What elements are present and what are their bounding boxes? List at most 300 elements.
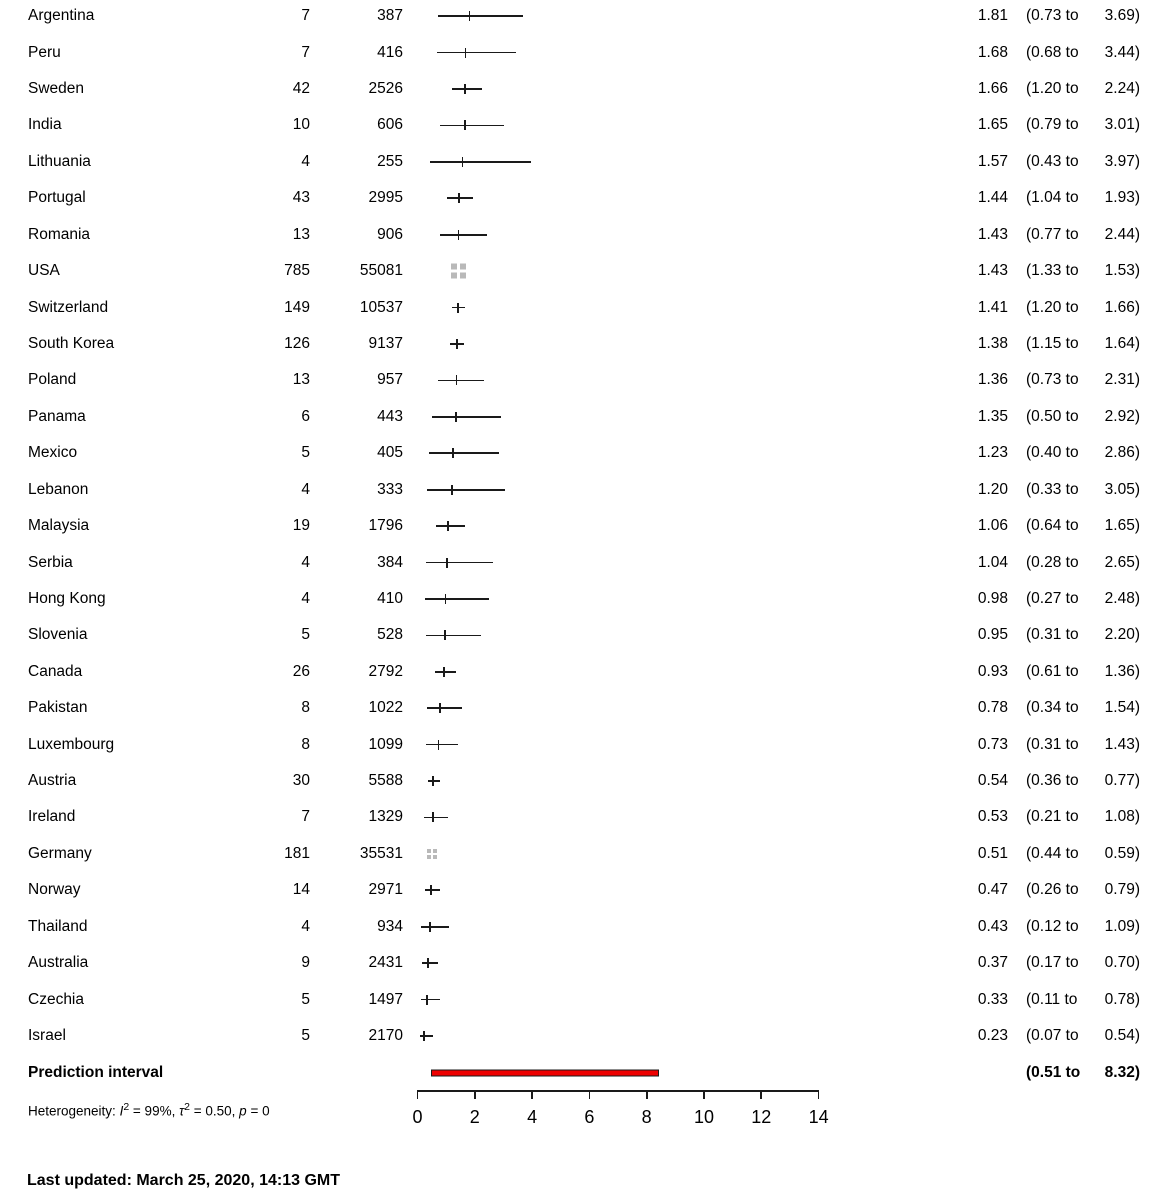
estimate-value: 1.43 <box>977 262 1008 280</box>
ci-line <box>435 671 456 673</box>
ci-line <box>421 999 440 1001</box>
estimate-value: 1.44 <box>977 189 1008 207</box>
ci-line <box>452 88 482 90</box>
ci-text <box>1026 153 1140 171</box>
patients-value: 35531 <box>359 844 403 862</box>
patients-value: 1329 <box>368 808 403 826</box>
ci-upper: 0.54) <box>1104 1027 1140 1045</box>
estimate-value: 0.23 <box>977 1027 1008 1045</box>
forest-row <box>0 107 1173 143</box>
ci-upper: 3.69) <box>1104 7 1140 25</box>
country-label: Austria <box>28 772 77 790</box>
country-label: Lebanon <box>28 480 89 498</box>
country-label: Hong Kong <box>28 589 106 607</box>
x-axis-tick <box>818 1090 820 1099</box>
ci-text <box>1026 226 1140 244</box>
ci-lower: (0.33 to <box>1026 480 1079 498</box>
studies-value: 181 <box>284 844 310 862</box>
ci-lower: (0.64 to <box>1026 517 1079 535</box>
forest-row <box>0 471 1173 507</box>
ci-lower: (1.33 to <box>1026 262 1079 280</box>
patients-value: 5588 <box>368 772 403 790</box>
estimate-value: 0.54 <box>977 772 1008 790</box>
i-squared-symbol: I <box>119 1103 124 1119</box>
ci-lower: (0.73 to <box>1026 371 1079 389</box>
ci-lower: (0.27 to <box>1026 589 1079 607</box>
ci-lower: (0.44 to <box>1026 844 1079 862</box>
ci-line <box>424 817 449 819</box>
ci-lower: (1.04 to <box>1026 189 1079 207</box>
ci-upper: 1.09) <box>1104 917 1140 935</box>
ci-text <box>1026 808 1140 826</box>
estimate-value: 1.38 <box>977 335 1008 352</box>
ci-upper: 3.05) <box>1104 480 1140 498</box>
estimate-value: 1.81 <box>977 7 1008 25</box>
forest-row <box>0 399 1173 435</box>
estimate-value: 1.57 <box>977 152 1008 170</box>
patients-value: 2792 <box>368 662 403 680</box>
country-label: Canada <box>28 662 83 680</box>
studies-value: 6 <box>301 407 310 425</box>
weight-square-icon <box>427 849 437 859</box>
ci-lower: (0.79 to <box>1026 116 1079 134</box>
prediction-interval-plot <box>0 1055 1173 1091</box>
country-label: Lithuania <box>28 152 91 170</box>
estimate-value: 1.04 <box>977 553 1008 571</box>
ci-text <box>1026 335 1140 353</box>
ci-lower: (0.11 to <box>1026 990 1078 1008</box>
x-axis-tick-label: 10 <box>693 1107 715 1127</box>
country-label: Portugal <box>28 189 86 207</box>
patients-value: 957 <box>377 371 403 389</box>
ci-upper: 1.93) <box>1104 189 1140 207</box>
x-axis-tick-label: 4 <box>527 1107 538 1127</box>
patients-value: 606 <box>377 116 403 134</box>
point-estimate-tick <box>457 303 459 313</box>
point-estimate-tick <box>445 594 447 604</box>
estimate-value: 1.20 <box>977 480 1008 498</box>
estimate-value: 0.95 <box>977 626 1008 644</box>
estimate-value: 1.36 <box>977 371 1008 389</box>
studies-value: 4 <box>301 917 310 935</box>
forest-row <box>0 909 1173 945</box>
estimate-value: 0.43 <box>977 917 1008 935</box>
x-axis-tick <box>703 1090 705 1099</box>
studies-value: 7 <box>301 7 310 25</box>
x-axis-tick-label: 12 <box>751 1107 772 1127</box>
forest-row <box>0 217 1173 253</box>
studies-value: 14 <box>292 881 310 899</box>
country-label: Sweden <box>28 80 85 98</box>
country-label: Germany <box>28 844 92 862</box>
ci-lower: (1.15 to <box>1026 335 1079 352</box>
ci-line <box>425 598 488 600</box>
studies-value: 19 <box>292 517 310 535</box>
country-label: Romania <box>28 225 91 243</box>
ci-text <box>1026 116 1140 134</box>
ci-text <box>1026 80 1140 98</box>
forest-row <box>0 71 1173 107</box>
country-label: Argentina <box>28 7 95 25</box>
ci-line <box>429 452 499 454</box>
ci-lower: (1.20 to <box>1026 298 1079 316</box>
ci-upper: 1.66) <box>1104 298 1140 316</box>
point-estimate-tick <box>456 375 458 385</box>
country-label: Israel <box>28 1027 66 1045</box>
studies-value: 4 <box>301 480 310 498</box>
ci-line <box>426 744 458 746</box>
heterogeneity-note <box>28 1101 270 1119</box>
patients-value: 528 <box>377 626 403 644</box>
point-estimate-tick <box>444 630 446 640</box>
patients-value: 2431 <box>368 954 403 972</box>
studies-value: 8 <box>301 735 310 753</box>
point-estimate-tick <box>456 339 458 349</box>
patients-value: 1099 <box>368 735 403 753</box>
ci-upper: 2.48) <box>1104 589 1140 607</box>
ci-line <box>432 416 501 418</box>
patients-value: 2170 <box>368 1027 403 1045</box>
ci-line <box>437 52 516 54</box>
ci-lower: (0.77 to <box>1026 225 1079 243</box>
ci-text <box>1026 189 1140 207</box>
studies-value: 10 <box>292 116 310 134</box>
country-label: Ireland <box>28 808 76 826</box>
patients-value: 255 <box>377 152 403 170</box>
forest-row <box>0 362 1173 398</box>
tau-squared-symbol: τ <box>179 1103 185 1119</box>
forest-row <box>0 544 1173 580</box>
studies-value: 30 <box>292 772 310 790</box>
country-label: Switzerland <box>28 298 109 316</box>
ci-text <box>1026 44 1140 62</box>
ci-lower: (0.17 to <box>1026 954 1079 972</box>
p-value: = 0 <box>246 1103 270 1119</box>
tau-squared-value: = 0.50, <box>190 1103 240 1119</box>
ci-upper: 2.44) <box>1104 225 1140 243</box>
ci-upper: 2.65) <box>1104 553 1140 571</box>
ci-text <box>1026 918 1140 936</box>
ci-lower: (0.07 to <box>1026 1027 1079 1045</box>
prediction-interval-bar <box>431 1069 659 1076</box>
point-estimate-tick <box>458 230 460 240</box>
estimate-value: 0.37 <box>977 954 1008 972</box>
point-estimate-tick <box>432 776 434 786</box>
point-estimate-tick <box>427 958 429 968</box>
ci-text <box>1026 1027 1140 1045</box>
ci-upper: 2.86) <box>1104 444 1140 462</box>
ci-line <box>421 926 449 928</box>
ci-lower: (0.12 to <box>1026 917 1079 935</box>
ci-text <box>1026 772 1140 790</box>
patients-value: 333 <box>377 480 403 498</box>
ci-text <box>1026 299 1140 317</box>
x-axis-tick-label: 0 <box>412 1107 423 1127</box>
ci-text <box>1026 7 1140 25</box>
estimate-value: 0.73 <box>977 735 1008 753</box>
ci-line <box>426 562 494 564</box>
ci-line <box>440 234 488 236</box>
ci-lower: (0.34 to <box>1026 699 1079 717</box>
studies-value: 9 <box>301 954 310 972</box>
ci-lower: (0.31 to <box>1026 626 1079 644</box>
ci-upper: 1.43) <box>1104 735 1140 753</box>
forest-row <box>0 726 1173 762</box>
ci-upper: 1.54) <box>1104 699 1140 717</box>
point-estimate-tick <box>455 412 457 422</box>
patients-value: 9137 <box>368 335 403 352</box>
ci-lower: (0.68 to <box>1026 43 1079 61</box>
estimate-value: 1.43 <box>977 225 1008 243</box>
studies-value: 5 <box>301 626 310 644</box>
point-estimate-tick <box>464 84 466 94</box>
patients-value: 2526 <box>368 80 403 98</box>
x-axis-tick <box>417 1090 419 1099</box>
ci-line <box>438 15 523 17</box>
ci-upper: 1.08) <box>1104 808 1140 826</box>
patients-value: 405 <box>377 444 403 462</box>
ci-upper: 0.79) <box>1104 881 1140 899</box>
ci-text <box>1026 699 1140 717</box>
estimate-value: 0.93 <box>977 662 1008 680</box>
tau-squared-exponent: 2 <box>184 1101 190 1113</box>
point-estimate-tick <box>438 740 440 750</box>
x-axis-line <box>418 1090 819 1092</box>
x-axis-tick-label: 8 <box>641 1107 652 1127</box>
ci-line <box>430 161 531 163</box>
forest-row <box>0 945 1173 981</box>
ci-upper: 0.77) <box>1104 772 1140 790</box>
studies-value: 126 <box>284 335 310 352</box>
ci-upper: 1.36) <box>1104 662 1140 680</box>
patients-value: 906 <box>377 225 403 243</box>
forest-row <box>0 144 1173 180</box>
last-updated-note: Last updated: March 25, 2020, 14:13 GMT <box>27 1172 340 1189</box>
x-axis-tick <box>760 1090 762 1099</box>
forest-row <box>0 981 1173 1017</box>
point-estimate-tick <box>458 193 460 203</box>
patients-value: 387 <box>377 7 403 25</box>
ci-line <box>436 525 465 527</box>
point-estimate-tick <box>447 521 449 531</box>
ci-text <box>1026 517 1140 535</box>
weight-square-icon <box>451 264 466 279</box>
estimate-value: 1.68 <box>977 43 1008 61</box>
ci-line <box>425 889 440 891</box>
point-estimate-tick <box>446 558 448 568</box>
studies-value: 7 <box>301 43 310 61</box>
ci-upper: 2.31) <box>1104 371 1140 389</box>
prediction-interval-row <box>0 1055 1173 1091</box>
patients-value: 443 <box>377 407 403 425</box>
country-label: Pakistan <box>28 699 88 717</box>
country-label: Poland <box>28 371 77 389</box>
ci-text <box>1026 371 1140 389</box>
point-estimate-tick <box>432 812 434 822</box>
ci-line <box>440 125 504 127</box>
ci-line <box>427 707 461 709</box>
ci-upper: 1.53) <box>1104 262 1140 280</box>
point-estimate-tick <box>429 922 431 932</box>
ci-upper: 3.97) <box>1104 152 1140 170</box>
ci-line <box>426 635 480 637</box>
country-label: Mexico <box>28 444 78 462</box>
country-label: USA <box>28 262 60 280</box>
country-label: India <box>28 116 62 134</box>
ci-upper: 1.65) <box>1104 517 1140 535</box>
square-cross-icon <box>431 849 433 859</box>
studies-value: 5 <box>301 444 310 462</box>
ci-text <box>1026 881 1140 899</box>
patients-value: 1796 <box>368 517 403 535</box>
ci-text <box>1026 736 1140 754</box>
studies-value: 13 <box>292 371 310 389</box>
point-estimate-tick <box>443 667 445 677</box>
ci-upper: 3.44) <box>1104 43 1140 61</box>
estimate-value: 0.47 <box>977 881 1008 899</box>
studies-value: 26 <box>292 662 310 680</box>
ci-text <box>1026 481 1140 499</box>
x-axis-tick-label: 14 <box>808 1107 829 1127</box>
forest-row <box>0 253 1173 289</box>
ci-line <box>438 380 483 382</box>
forest-row <box>0 1018 1173 1054</box>
point-estimate-tick <box>462 157 464 167</box>
country-label: Czechia <box>28 990 84 1008</box>
forest-row <box>0 836 1173 872</box>
patients-value: 934 <box>377 917 403 935</box>
ci-upper: 0.59) <box>1104 844 1140 862</box>
studies-value: 149 <box>284 298 310 316</box>
ci-text <box>1026 262 1140 280</box>
estimate-value: 0.53 <box>977 808 1008 826</box>
studies-value: 8 <box>301 699 310 717</box>
ci-text <box>1026 663 1140 681</box>
forest-row <box>0 289 1173 325</box>
country-label: South Korea <box>28 335 115 352</box>
forest-row <box>0 34 1173 70</box>
studies-value: 7 <box>301 808 310 826</box>
x-axis-tick <box>531 1090 533 1099</box>
estimate-value: 1.65 <box>977 116 1008 134</box>
ci-upper: 0.70) <box>1104 954 1140 972</box>
ci-upper: 8.32) <box>1104 1063 1140 1081</box>
patients-value: 2995 <box>368 189 403 207</box>
i-squared-exponent: 2 <box>123 1101 130 1113</box>
studies-value: 13 <box>292 225 310 243</box>
ci-lower: (0.73 to <box>1026 7 1079 25</box>
forest-row <box>0 326 1173 362</box>
prediction-ci-text <box>1026 1064 1140 1082</box>
estimate-value: 1.66 <box>977 80 1008 98</box>
forest-row <box>0 435 1173 471</box>
estimate-value: 1.35 <box>977 407 1008 425</box>
ci-lower: (0.26 to <box>1026 881 1079 899</box>
ci-line <box>420 1035 433 1037</box>
country-label: Peru <box>28 43 61 61</box>
point-estimate-tick <box>465 48 467 58</box>
country-label: Australia <box>28 954 89 972</box>
ci-text <box>1026 554 1140 572</box>
patients-value: 1497 <box>368 990 403 1008</box>
studies-value: 5 <box>301 1027 310 1045</box>
forest-row <box>0 180 1173 216</box>
x-axis-tick-label: 6 <box>584 1107 595 1127</box>
forest-row <box>0 617 1173 653</box>
country-label: Malaysia <box>28 517 90 535</box>
estimate-value: 1.06 <box>977 517 1008 535</box>
ci-lower: (0.43 to <box>1026 152 1079 170</box>
forest-row <box>0 508 1173 544</box>
country-label: Slovenia <box>28 626 88 644</box>
forest-row <box>0 0 1173 34</box>
x-axis-tick <box>474 1090 476 1099</box>
point-estimate-tick <box>439 703 441 713</box>
forest-row <box>0 799 1173 835</box>
x-axis-tick <box>589 1090 591 1099</box>
forest-row <box>0 654 1173 690</box>
heterogeneity-prefix: Heterogeneity: <box>28 1103 120 1119</box>
country-label: Thailand <box>28 917 88 935</box>
country-label: Norway <box>28 881 81 899</box>
point-estimate-tick <box>452 448 454 458</box>
studies-value: 42 <box>292 80 310 98</box>
ci-lower: (0.28 to <box>1026 553 1079 571</box>
point-estimate-tick <box>430 885 432 895</box>
estimate-value: 0.98 <box>977 589 1008 607</box>
studies-value: 785 <box>284 262 310 280</box>
point-estimate-tick <box>451 485 453 495</box>
ci-lower: (0.50 to <box>1026 407 1079 425</box>
patients-value: 10537 <box>359 298 403 316</box>
ci-lower: (0.61 to <box>1026 662 1079 680</box>
ci-lower: (0.21 to <box>1026 808 1079 826</box>
country-label: Luxembourg <box>28 735 115 753</box>
x-axis-tick-label: 2 <box>469 1107 480 1127</box>
p-symbol: p <box>239 1103 247 1119</box>
ci-upper: 2.20) <box>1104 626 1140 644</box>
patients-value: 416 <box>377 43 403 61</box>
square-cross-icon <box>457 264 459 279</box>
ci-upper: 2.92) <box>1104 407 1140 425</box>
studies-value: 4 <box>301 152 310 170</box>
patients-value: 2971 <box>368 881 403 899</box>
ci-text <box>1026 590 1140 608</box>
estimate-value: 0.51 <box>977 844 1008 862</box>
point-estimate-tick <box>426 995 428 1005</box>
ci-lower: (0.31 to <box>1026 735 1079 753</box>
studies-value: 43 <box>292 189 310 207</box>
country-label: Serbia <box>28 553 73 571</box>
ci-text <box>1026 991 1140 1009</box>
patients-value: 384 <box>377 553 403 571</box>
patients-value: 1022 <box>368 699 403 717</box>
forest-row <box>0 763 1173 799</box>
forest-row <box>0 690 1173 726</box>
forest-row <box>0 872 1173 908</box>
ci-text <box>1026 408 1140 426</box>
ci-line <box>422 962 437 964</box>
ci-upper: 3.01) <box>1104 116 1140 134</box>
ci-upper: 0.78) <box>1104 990 1140 1008</box>
estimate-value: 1.23 <box>977 444 1008 462</box>
patients-value: 55081 <box>359 262 403 280</box>
studies-value: 4 <box>301 553 310 571</box>
ci-text <box>1026 954 1140 972</box>
ci-lower: (0.36 to <box>1026 772 1079 790</box>
ci-lower: (0.40 to <box>1026 444 1079 462</box>
ci-lower: (1.20 to <box>1026 80 1079 98</box>
